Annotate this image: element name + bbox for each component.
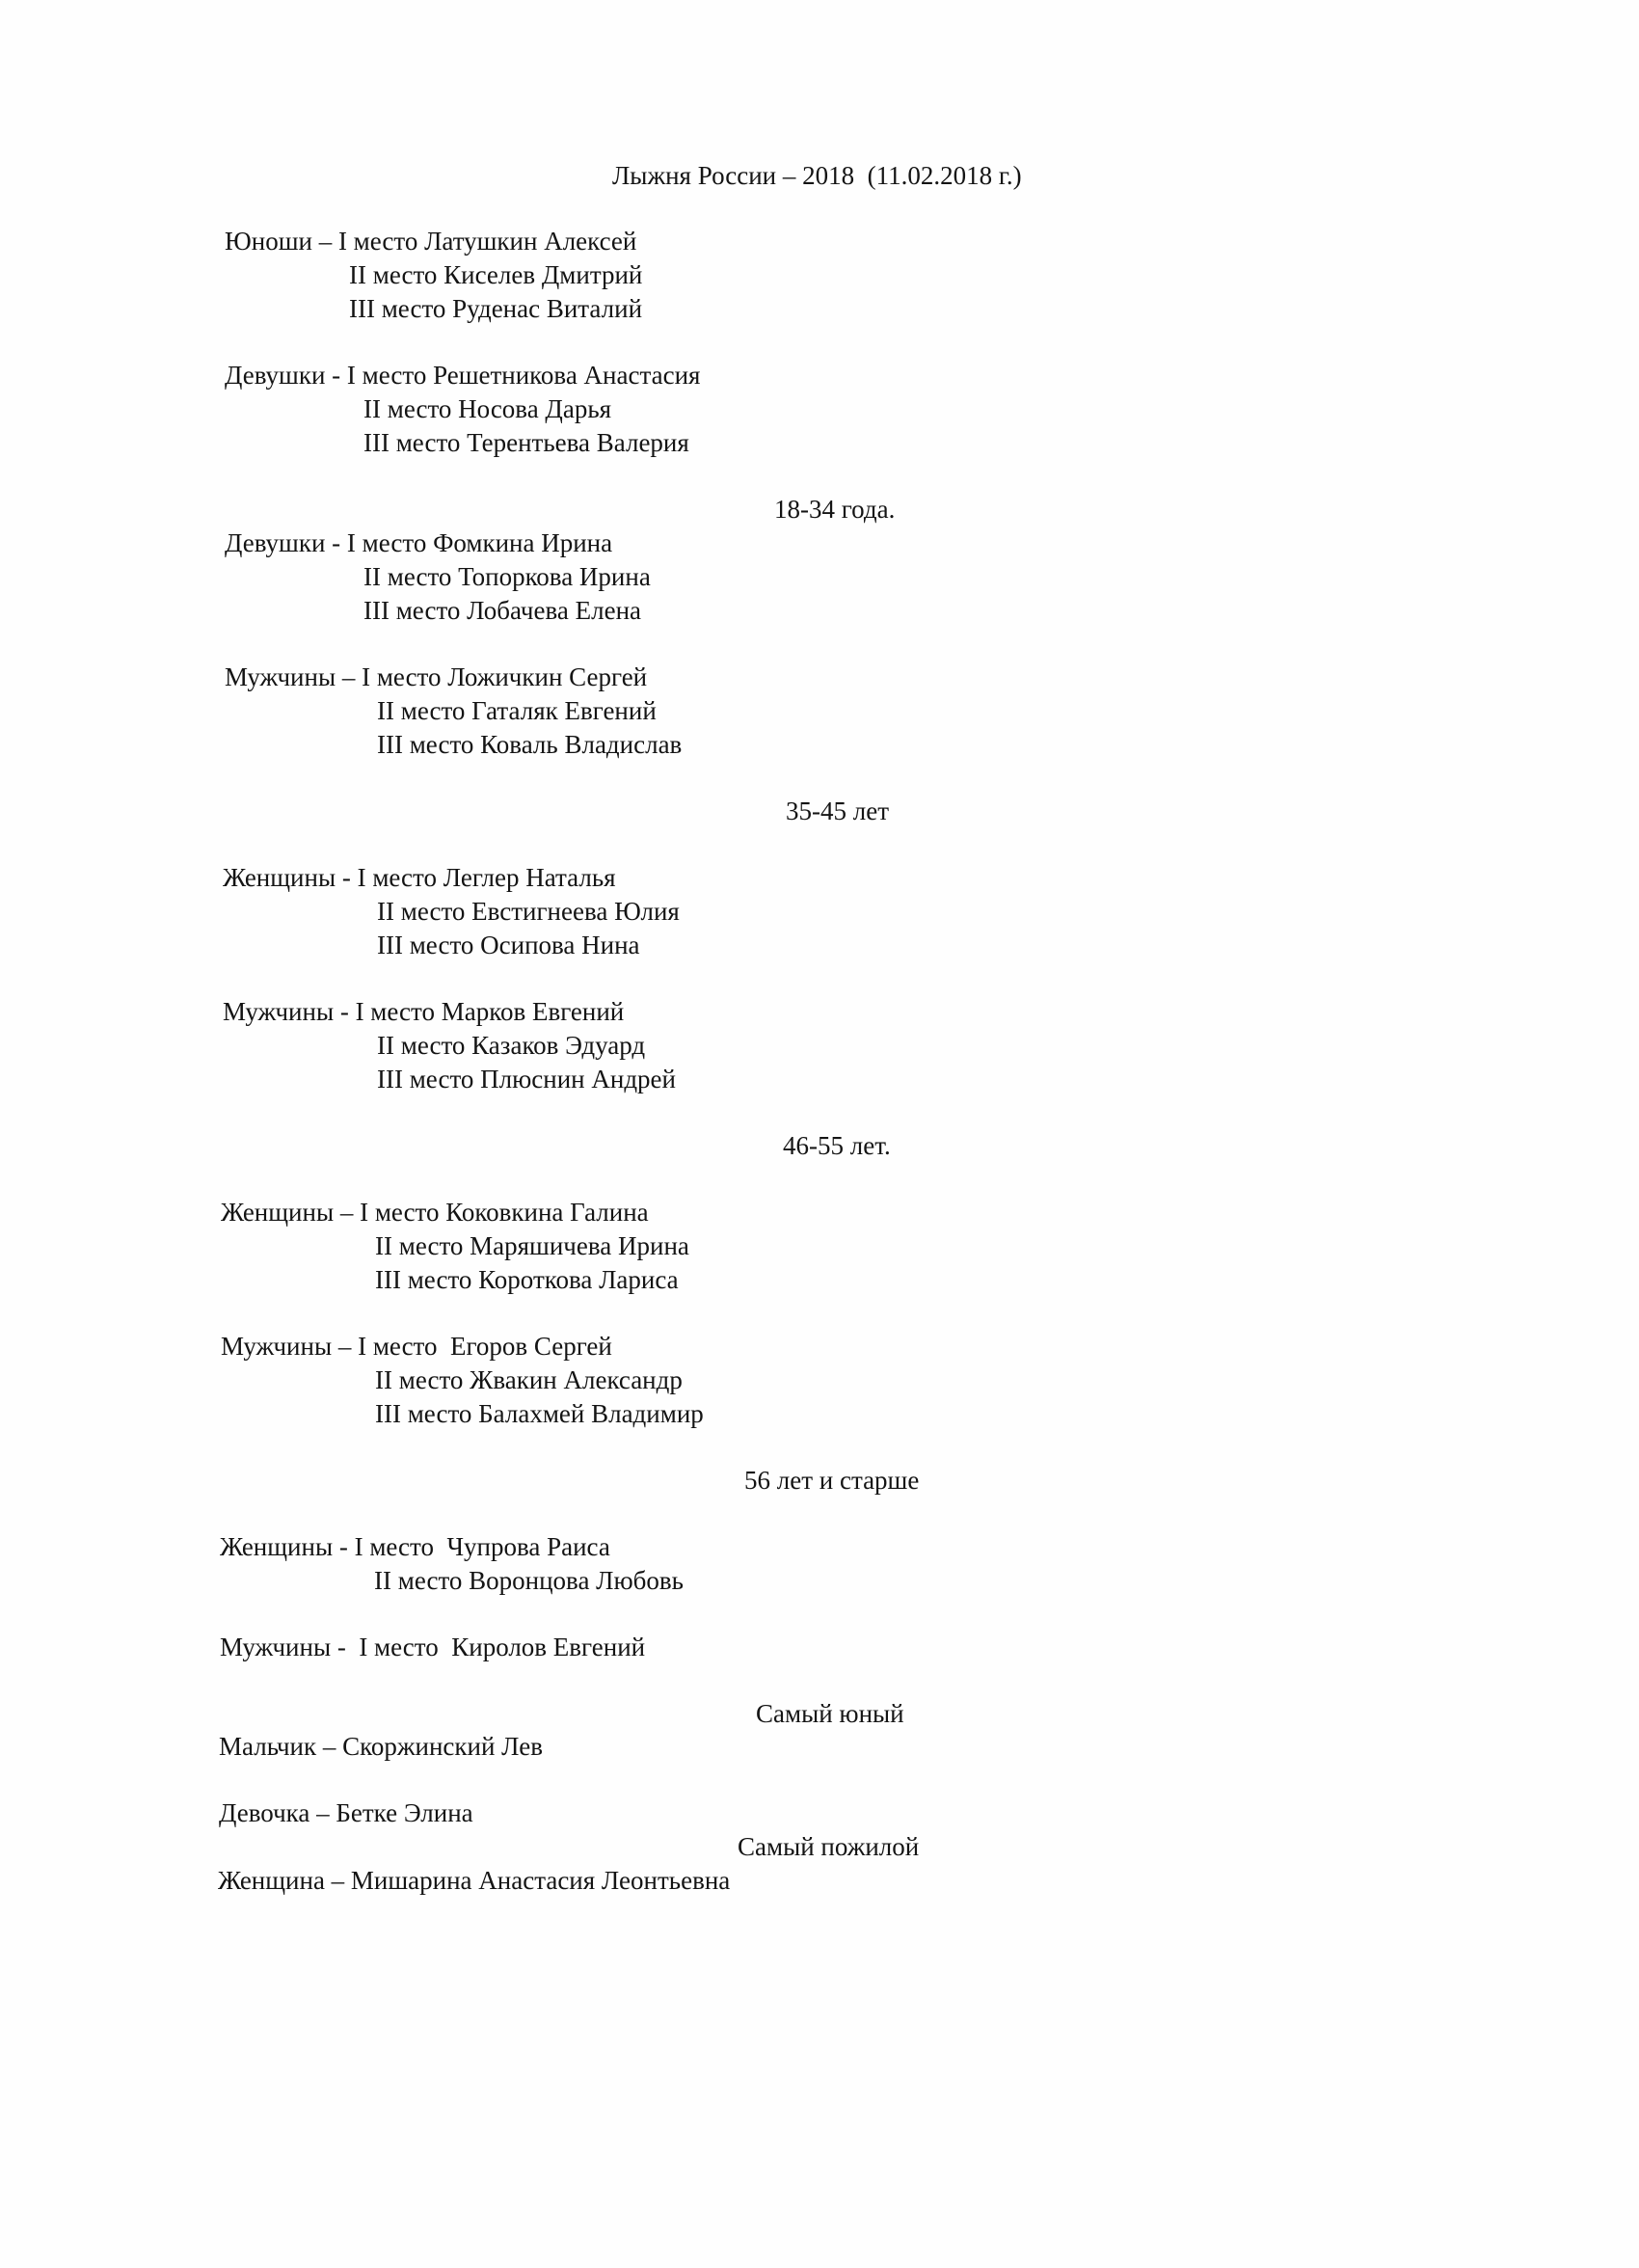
age-18-34-women-second: II место Топоркова Ирина — [363, 562, 651, 591]
age-46-55-heading: 46-55 лет. — [783, 1131, 891, 1160]
age-35-45-men-third: III место Плюснин Андрей — [377, 1065, 676, 1094]
age-18-34-men-first: Мужчины – I место Ложичкин Сергей — [225, 662, 648, 691]
age-56-plus-women-second: II место Воронцова Любовь — [374, 1566, 684, 1595]
age-18-34-heading: 18-34 года. — [774, 495, 896, 524]
youth-boys-third: III место Руденас Виталий — [349, 294, 643, 323]
age-18-34-women-first: Девушки - I место Фомкина Ирина — [225, 528, 613, 557]
age-18-34-women-third: III место Лобачева Елена — [363, 596, 641, 625]
age-56-plus-women-first: Женщины - I место Чупрова Раиса — [220, 1532, 610, 1561]
age-56-plus-men-first: Мужчины - I место Киролов Евгений — [220, 1633, 646, 1661]
youngest-heading: Самый юный — [756, 1699, 904, 1728]
youth-boys-first: Юноши – I место Латушкин Алексей — [225, 227, 637, 256]
age-56-plus-heading: 56 лет и старше — [744, 1466, 920, 1495]
youth-boys-second: II место Киселев Дмитрий — [349, 260, 643, 289]
age-35-45-men-first: Мужчины - I место Марков Евгений — [223, 997, 625, 1026]
age-35-45-women-first: Женщины - I место Леглер Наталья — [223, 863, 616, 892]
age-18-34-men-third: III место Коваль Владислав — [377, 730, 683, 759]
age-18-34-men-second: II место Гаталяк Евгений — [377, 696, 657, 725]
age-35-45-women-second: II место Евстигнеева Юлия — [377, 897, 680, 926]
youngest-girl: Девочка – Бетке Элина — [219, 1798, 473, 1827]
age-35-45-women-third: III место Осипова Нина — [377, 931, 640, 959]
age-35-45-heading: 35-45 лет — [786, 796, 889, 825]
age-46-55-men-third: III место Балахмей Владимир — [375, 1399, 704, 1428]
age-46-55-women-second: II место Маряшичева Ирина — [375, 1231, 689, 1260]
youth-girls-second: II место Носова Дарья — [363, 394, 612, 423]
youth-girls-third: III место Терентьева Валерия — [363, 428, 689, 457]
youngest-boy: Мальчик – Скоржинский Лев — [219, 1732, 544, 1761]
age-46-55-women-first: Женщины – I место Коковкина Галина — [221, 1198, 649, 1227]
youth-girls-first: Девушки - I место Решетникова Анастасия — [225, 361, 701, 390]
oldest-heading: Самый пожилой — [738, 1832, 920, 1861]
age-35-45-men-second: II место Казаков Эдуард — [377, 1031, 646, 1060]
age-46-55-men-first: Мужчины – I место Егоров Сергей — [221, 1332, 612, 1361]
document-title: Лыжня России – 2018 (11.02.2018 г.) — [612, 161, 1022, 190]
age-46-55-men-second: II место Жвакин Александр — [375, 1365, 683, 1394]
age-46-55-women-third: III место Короткова Лариса — [375, 1265, 679, 1294]
oldest-woman: Женщина – Мишарина Анастасия Леонтьевна — [218, 1866, 731, 1895]
